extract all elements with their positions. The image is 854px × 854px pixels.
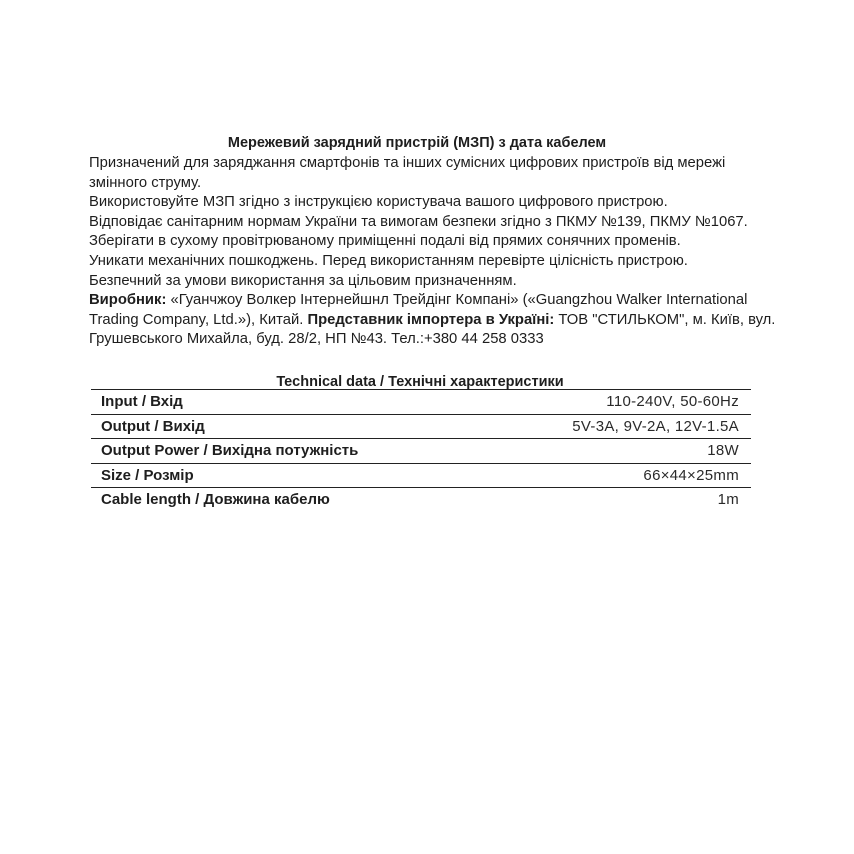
importer-label: Представник імпортера в Україні: (307, 311, 555, 328)
table-row (91, 488, 751, 512)
spec-value: 1m (485, 488, 751, 512)
manufacturer-info (89, 291, 779, 350)
table-row (91, 463, 751, 488)
spec-value: 5V-3A, 9V-2A, 12V-1.5A (485, 414, 751, 439)
manufacturer-text: «Гуанчжоу Волкер Інтернейшнл Трейдінг Компані» («Guangzhou Walker International Trading Company, Ltd.»), Китай. (89, 292, 748, 328)
spec-value: 66×44×25mm (485, 463, 751, 488)
document-title (0, 134, 854, 152)
paragraph-purpose: Призначений для заряджання смартфонів та інших сумісних цифрових пристроїв від мережі змінного струму. (89, 155, 726, 191)
spec-value: 110-240V, 50-60Hz (485, 390, 751, 415)
document-title-text: Мережевий зарядний пристрій (МЗП) з дата кабелем (227, 135, 607, 151)
spec-key: Size / Розмір (91, 463, 485, 488)
table-row (91, 414, 751, 439)
spec-key: Output / Вихід (91, 414, 485, 439)
spec-key: Output Power / Вихідна потужність (91, 439, 485, 464)
paragraph-storage: Зберігати в сухому провітрюваному приміщенні подалі від прямих сонячних променів. (89, 233, 681, 250)
spec-value: 18W (485, 439, 751, 464)
paragraph-damage: Уникати механічних пошкоджень. Перед використанням перевірте цілісність пристрою. (89, 252, 688, 269)
description-block (89, 154, 779, 350)
tech-data-title-text: Technical data / Технічні характеристики (276, 374, 564, 390)
spec-key: Cable length / Довжина кабелю (91, 488, 485, 512)
manufacturer-label: Виробник: (89, 292, 167, 309)
paragraph-compliance: Відповідає санітарним нормам України та вимогам безпеки згідно з ПКМУ №139, ПКМУ №1067. (89, 213, 748, 230)
paragraph-usage: Використовуйте МЗП згідно з інструкцією користувача вашого цифрового пристрою. (89, 194, 668, 211)
table-row (91, 439, 751, 464)
importer-text: ТОВ "СТИЛЬКОМ", м. Київ, вул. Грушевського Михайла, буд. 28/2, НП №43. Тел.:+380 44 258 0333 (89, 311, 776, 348)
spec-key: Input / Вхід (91, 390, 485, 415)
tech-data-table (91, 389, 751, 512)
paragraph-safety: Безпечний за умови використання за цільовим призначенням. (89, 272, 517, 289)
table-row (91, 390, 751, 415)
